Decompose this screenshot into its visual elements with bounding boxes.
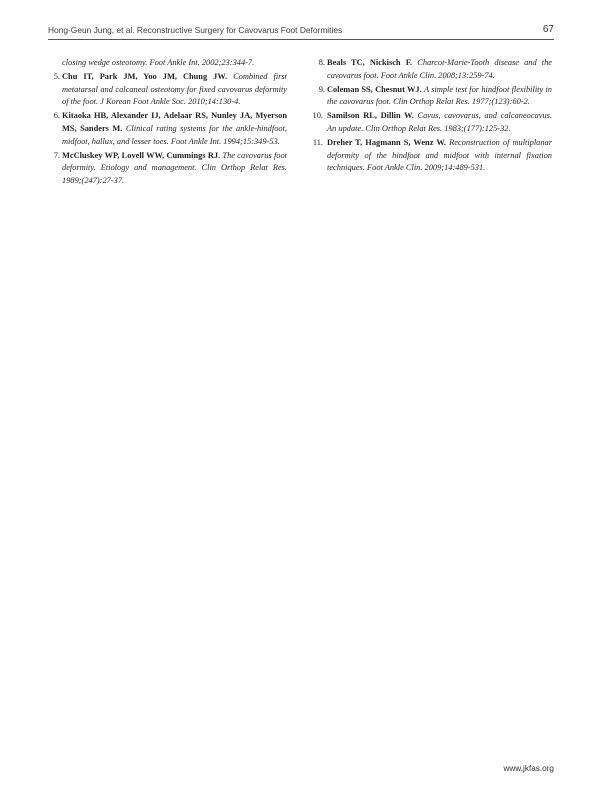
reference-item: [48, 150, 287, 188]
running-header: [48, 25, 554, 35]
reference-authors: Kitaoka HB, Alexander IJ, Adelaar RS, Nunley JA, Myerson MS, Sanders M.: [62, 111, 287, 133]
reference-item: [313, 84, 552, 109]
reference-title: The cavovarus foot deformity. Etiology and management.: [62, 150, 288, 173]
references-column-left: [48, 57, 287, 189]
reference-number: 9.: [318, 84, 325, 94]
reference-journal: J Korean Foot Ankle Soc. 2010;14:130-4.: [100, 97, 241, 107]
reference-title: Clinical rating systems for the ankle-hindfoot, midfoot, hallux, and lesser toes.: [62, 123, 287, 146]
reference-journal: Clin Orthop Relat Res. 1983;(177):125-32.: [365, 123, 511, 133]
reference-authors: Beals TC, Nickisch F.: [327, 58, 413, 67]
reference-journal: closing wedge osteotomy. Foot Ankle Int. 2002;23:344-7.: [62, 58, 255, 67]
reference-number: 11.: [312, 138, 323, 148]
reference-title: Cavus, cavovarus, and calcaneocavus. An update.: [327, 111, 553, 133]
reference-item: [48, 110, 287, 148]
reference-item: [313, 57, 552, 82]
reference-authors: Samilson RL, Dillin W.: [327, 111, 414, 121]
reference-authors: Coleman SS, Chesnut WJ.: [327, 84, 422, 94]
header-rule: [48, 39, 554, 40]
reference-authors: Dreher T, Hagmann S, Wenz W.: [327, 138, 447, 148]
reference-item: [48, 57, 287, 70]
reference-authors: Chu IT, Park JM, Yoo JM, Chung JW.: [62, 72, 228, 82]
reference-journal: Foot Ankle Int. 1994;15:349-53.: [170, 136, 280, 146]
reference-number: 5.: [53, 72, 60, 82]
reference-authors: McCluskey WP, Lovell WW, Cummings RJ.: [62, 150, 221, 160]
reference-number: 6.: [53, 111, 60, 121]
reference-journal: Clin Orthop Relat Res. 1977;(123):60-2.: [393, 97, 530, 107]
page-number: 67: [542, 24, 554, 35]
reference-title: A simple test for hindfoot flexibility in the cavovarus foot.: [327, 84, 552, 107]
reference-number: 8.: [318, 58, 325, 67]
reference-item: [313, 137, 552, 175]
reference-title: Combined first metatarsal and calcaneal osteotomy for fixed cavovarus deformity of the foot.: [62, 72, 287, 107]
reference-title: Reconstruction of multiplanar deformity of the hindfoot and midfoot with internal fixation techniques.: [327, 138, 553, 173]
reference-item: [313, 110, 552, 135]
references-column-right: [313, 57, 552, 176]
reference-number: 10.: [312, 111, 323, 121]
reference-number: 7.: [53, 150, 60, 160]
journal-url: www.jkfas.org: [503, 764, 554, 773]
reference-item: [48, 71, 287, 109]
reference-journal: Foot Ankle Clin. 2008;13:259-74.: [380, 70, 495, 80]
reference-journal: Foot Ankle Clin. 2009;14:489-531.: [367, 163, 486, 173]
reference-journal: Clin Orthop Relat Res. 1989;(247):27-37.: [62, 163, 288, 185]
reference-title: Charcot-Marie-Tooth disease and the cavovarus foot.: [327, 58, 552, 80]
running-title: Hong-Geun Jung, et al. Reconstructive Surgery for Cavovarus Foot Deformities: [48, 25, 343, 35]
